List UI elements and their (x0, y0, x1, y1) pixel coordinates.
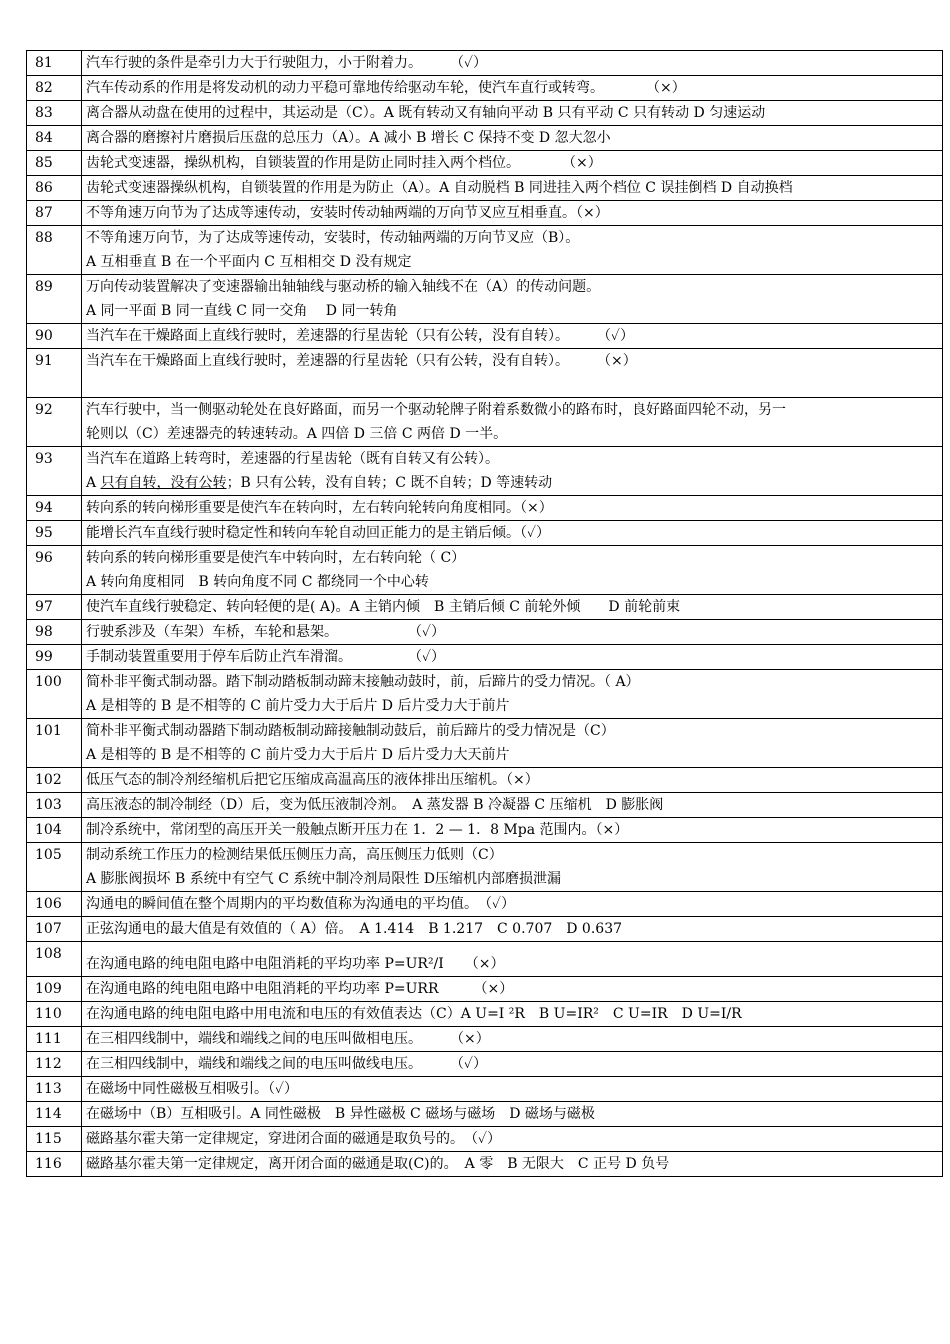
option-prefix: A (86, 475, 101, 491)
question-number: 84 (27, 126, 82, 151)
question-line: 不等角速万向节为了达成等速传动，安装时传动轴两端的万向节叉应互相垂直。（×） (86, 205, 609, 221)
question-number: 116 (27, 1152, 82, 1177)
table-row (27, 1027, 943, 1052)
underlined-answer: 只有自转，没有公转 (100, 475, 227, 491)
question-text-cell (82, 226, 943, 275)
table-row (27, 398, 943, 447)
question-text-cell (82, 818, 943, 843)
question-text-cell (82, 126, 943, 151)
question-number: 93 (27, 447, 82, 496)
question-number: 103 (27, 793, 82, 818)
question-text-cell (82, 324, 943, 349)
question-line: 汽车行驶中，当一侧驱动轮处在良好路面，而另一个驱动轮牌子附着系数微小的路布时，良好路面四轮不动，另一 (86, 402, 786, 418)
question-line: 当汽车在干燥路面上直线行驶时，差速器的行星齿轮（只有公转，没有自转）。 （×） (86, 353, 637, 369)
question-text-cell (82, 1002, 943, 1027)
spacer (86, 942, 938, 952)
question-text-cell (82, 275, 943, 324)
question-line: 在沟通电路的纯电阻电路中用电流和电压的有效值表达（C）A U=I ²R B U=IR² C U=IR D U=I/R (86, 1006, 742, 1022)
table-row (27, 1052, 943, 1077)
question-text-cell (82, 793, 943, 818)
question-line: 简朴非平衡式制动器。踏下制动踏板制动蹄末接触动鼓时，前，后蹄片的受力情况。（ A） (86, 674, 640, 690)
question-number: 108 (27, 942, 82, 977)
question-number: 95 (27, 521, 82, 546)
table-row (27, 201, 943, 226)
question-number: 85 (27, 151, 82, 176)
table-row (27, 620, 943, 645)
table-row (27, 226, 943, 275)
question-line: 齿轮式变速器操纵机构，自锁装置的作用是为防止（A）。A 自动脱档 B 同进挂入两个档位 C 误挂倒档 D 自动换档 (86, 180, 793, 196)
table-row (27, 1002, 943, 1027)
question-text-cell (82, 51, 943, 76)
question-text-cell (82, 645, 943, 670)
question-line: 磁路基尔霍夫第一定律规定，穿进闭合面的磁通是取负号的。 （✓） (86, 1131, 502, 1147)
question-text-cell (82, 719, 943, 768)
question-number: 98 (27, 620, 82, 645)
question-line: A 转向角度相同 B 转向角度不同 C 都绕同一个中心转 (86, 574, 429, 590)
question-line: 轮则以（C）差速器壳的转速转动。A 四倍 D 三倍 C 两倍 D 一半。 (86, 426, 508, 442)
table-row (27, 324, 943, 349)
question-text-cell (82, 942, 943, 977)
question-text-cell (82, 1152, 943, 1177)
question-number: 114 (27, 1102, 82, 1127)
question-line: A 是相等的 B 是不相等的 C 前片受力大于后片 D 后片受力大天前片 (86, 747, 510, 763)
table-row (27, 793, 943, 818)
question-line: A 同一平面 B 同一直线 C 同一交角 D 同一转角 (86, 303, 398, 319)
question-line: A 膨胀阀损坏 B 系统中有空气 C 系统中制冷剂局限性 D压缩机内部磨损泄漏 (86, 871, 562, 887)
table-row (27, 51, 943, 76)
question-text-cell (82, 176, 943, 201)
option-rest: ；B 只有公转，没有自转；C 既不自转；D 等速转动 (226, 475, 553, 491)
question-line: 行驶系涉及（车架）车桥，车轮和悬架。 （✓） (86, 624, 446, 640)
question-options-line (86, 471, 938, 495)
question-text-cell (82, 496, 943, 521)
question-number: 112 (27, 1052, 82, 1077)
question-text-cell (82, 1027, 943, 1052)
question-text-cell (82, 151, 943, 176)
question-line: 万向传动装置解决了变速器输出轴轴线与驱动桥的输入轴线不在（A）的传动问题。 (86, 279, 601, 295)
question-number: 100 (27, 670, 82, 719)
question-number: 88 (27, 226, 82, 275)
table-row (27, 917, 943, 942)
question-number: 107 (27, 917, 82, 942)
question-line: 离合器从动盘在使用的过程中，其运动是（C）。A 既有转动又有轴向平动 B 只有平动 C 只有转动 D 匀速运动 (86, 105, 766, 121)
question-number: 91 (27, 349, 82, 398)
question-text-cell (82, 546, 943, 595)
question-text-cell (82, 670, 943, 719)
table-row (27, 101, 943, 126)
question-number: 102 (27, 768, 82, 793)
table-row (27, 843, 943, 892)
question-line: 转向系的转向梯形重要是使汽车在转向时，左右转向轮转向角度相同。（×） (86, 500, 553, 516)
question-line: 在三相四线制中，端线和端线之间的电压叫做相电压。 （×） (86, 1031, 490, 1047)
question-text-cell (82, 1077, 943, 1102)
question-text-cell (82, 892, 943, 917)
question-line: 离合器的磨擦衬片磨损后压盘的总压力（A）。A 减小 B 增长 C 保持不变 D 忽大忽小 (86, 130, 611, 146)
question-line: 当汽车在道路上转弯时，差速器的行星齿轮（既有自转又有公转）。 (86, 451, 499, 467)
question-line: A 互相垂直 B 在一个平面内 C 互相相交 D 没有规定 (86, 254, 412, 270)
question-text-cell (82, 1052, 943, 1077)
question-line: 在沟通电路的纯电阻电路中电阻消耗的平均功率 P=URR （×） (86, 981, 514, 997)
question-number: 115 (27, 1127, 82, 1152)
question-text-cell (82, 201, 943, 226)
table-row (27, 275, 943, 324)
question-line: 制动系统工作压力的检测结果低压侧压力高，高压侧压力低则（C） (86, 847, 503, 863)
question-number: 105 (27, 843, 82, 892)
blank-line (86, 373, 938, 397)
table-row (27, 1102, 943, 1127)
question-number: 87 (27, 201, 82, 226)
question-number: 90 (27, 324, 82, 349)
question-number: 82 (27, 76, 82, 101)
table-row (27, 719, 943, 768)
question-text-cell (82, 1102, 943, 1127)
question-line: 正弦沟通电的最大值是有效值的（ A）倍。 A 1.414 B 1.217 C 0.707 D 0.637 (86, 921, 623, 937)
question-number: 89 (27, 275, 82, 324)
table-row (27, 818, 943, 843)
table-row (27, 1152, 943, 1177)
question-text-cell (82, 620, 943, 645)
question-text-cell (82, 843, 943, 892)
question-line: 齿轮式变速器，操纵机构，自锁装置的作用是防止同时挂入两个档位。 （×） (86, 155, 602, 171)
question-line: 沟通电的瞬间值在整个周期内的平均数值称为沟通电的平均值。 （✓） (86, 896, 516, 912)
question-number: 92 (27, 398, 82, 447)
question-text-cell (82, 521, 943, 546)
table-row (27, 76, 943, 101)
question-line: 转向系的转向梯形重要是使汽车中转向时，左右转向轮（ C） (86, 550, 466, 566)
table-row (27, 942, 943, 977)
table-row (27, 126, 943, 151)
table-row (27, 496, 943, 521)
question-text-cell (82, 101, 943, 126)
question-line: 低压气态的制冷剂经缩机后把它压缩成高温高压的液体排出压缩机。（×） (86, 772, 539, 788)
question-number: 113 (27, 1077, 82, 1102)
table-row (27, 1077, 943, 1102)
question-line: 手制动装置重要用于停车后防止汽车滑溜。 （✓） (86, 649, 446, 665)
question-number: 83 (27, 101, 82, 126)
question-line: 磁路基尔霍夫第一定律规定，离开闭合面的磁通是取(C)的。 A 零 B 无限大 C 正号 D 负号 (86, 1156, 670, 1172)
question-text-cell (82, 398, 943, 447)
table-row (27, 1127, 943, 1152)
question-text-cell (82, 977, 943, 1002)
question-number: 104 (27, 818, 82, 843)
question-line: 汽车行驶的条件是牵引力大于行驶阻力，小于附着力。 （✓） (86, 55, 488, 71)
question-line: 在沟通电路的纯电阻电路中电阻消耗的平均功率 P=UR²/I （×） (86, 956, 505, 972)
question-text-cell (82, 349, 943, 398)
question-line: 汽车传动系的作用是将发动机的动力平稳可靠地传给驱动车轮，使汽车直行或转弯。 （×） (86, 80, 686, 96)
question-number: 106 (27, 892, 82, 917)
question-text-cell (82, 768, 943, 793)
question-line: 简朴非平衡式制动器踏下制动踏板制动蹄接触制动鼓后，前后蹄片的受力情况是（C） (86, 723, 615, 739)
question-line: 高压液态的制冷制经（D）后，变为低压液制冷剂。 A 蒸发器 B 冷凝器 C 压缩机 D 膨胀阀 (86, 797, 664, 813)
question-line: 当汽车在干燥路面上直线行驶时，差速器的行星齿轮（只有公转，没有自转）。 （✓） (86, 328, 635, 344)
question-line: 能增长汽车直线行驶时稳定性和转向车轮自动回正能力的是主销后倾。（✓） (86, 525, 551, 541)
question-text-cell (82, 595, 943, 620)
question-line: 不等角速万向节，为了达成等速传动，安装时，传动轴两端的万向节叉应（B）。 (86, 230, 580, 246)
table-row (27, 892, 943, 917)
question-line: 制冷系统中，常闭型的高压开关一般触点断开压力在 1．2 — 1．8 Mpa 范围内。（×） (86, 822, 629, 838)
table-row (27, 670, 943, 719)
question-number: 96 (27, 546, 82, 595)
question-number: 94 (27, 496, 82, 521)
table-row (27, 768, 943, 793)
question-line: A 是相等的 B 是不相等的 C 前片受力大于后片 D 后片受力大于前片 (86, 698, 510, 714)
question-text-cell (82, 76, 943, 101)
question-number: 81 (27, 51, 82, 76)
table-row (27, 349, 943, 398)
table-row (27, 645, 943, 670)
question-line: 在磁场中（B）互相吸引。A 同性磁极 B 异性磁极 C 磁场与磁场 D 磁场与磁极 (86, 1106, 595, 1122)
question-number: 101 (27, 719, 82, 768)
table-row (27, 447, 943, 496)
question-number: 109 (27, 977, 82, 1002)
table-row (27, 151, 943, 176)
question-number: 111 (27, 1027, 82, 1052)
question-number: 99 (27, 645, 82, 670)
question-text-cell (82, 1127, 943, 1152)
question-line: 在三相四线制中，端线和端线之间的电压叫做线电压。 （✓） (86, 1056, 488, 1072)
question-line: 在磁场中同性磁极互相吸引。（✓） (86, 1081, 299, 1097)
question-table (26, 50, 943, 1177)
question-number: 97 (27, 595, 82, 620)
question-line: 使汽车直线行驶稳定、转向轻便的是( A)。A 主销内倾 B 主销后倾 C 前轮外倾 D 前轮前束 (86, 599, 681, 615)
table-row (27, 977, 943, 1002)
question-text-cell (82, 447, 943, 496)
table-row (27, 176, 943, 201)
table-row (27, 546, 943, 595)
table-row (27, 595, 943, 620)
question-number: 110 (27, 1002, 82, 1027)
question-sheet (26, 50, 940, 1177)
question-text-cell (82, 917, 943, 942)
question-number: 86 (27, 176, 82, 201)
question-table-body (27, 51, 943, 1177)
table-row (27, 521, 943, 546)
